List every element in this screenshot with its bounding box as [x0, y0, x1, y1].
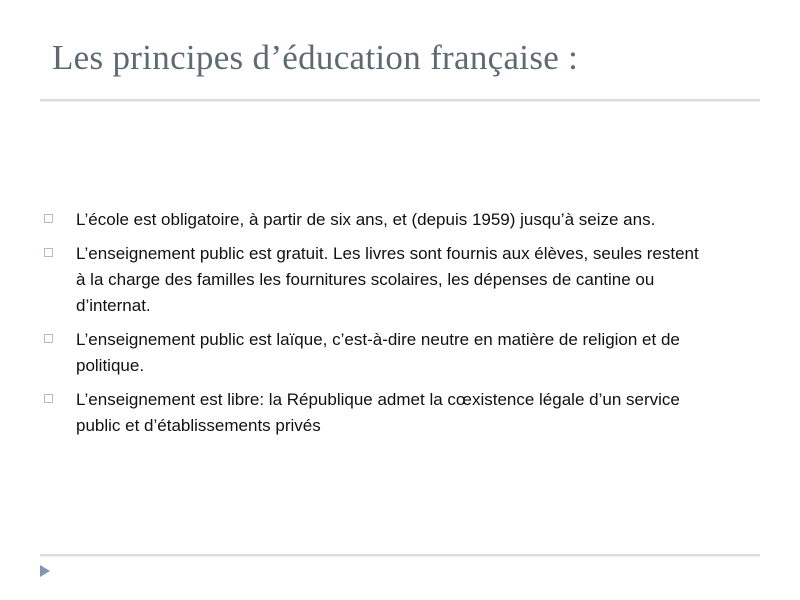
hollow-square-bullet-icon	[44, 334, 53, 343]
bullet-item	[40, 327, 700, 379]
bullet-item	[40, 207, 700, 233]
footer-divider	[40, 554, 760, 557]
bullet-item	[40, 241, 700, 319]
hollow-square-bullet-icon	[44, 214, 53, 223]
bullet-list	[40, 207, 700, 447]
bullet-text: L’école est obligatoire, à partir de six ans, et (depuis 1959) jusqu’à seize ans.	[76, 210, 656, 229]
bullet-text: L’enseignement public est gratuit. Les livres sont fournis aux élèves, seules restent à la charge des familles les fournitures scolaires, les dépenses de cantine ou d’internat.	[76, 244, 699, 315]
play-triangle-icon[interactable]	[38, 564, 52, 578]
slide-title: Les principes d’éducation française :	[52, 38, 579, 77]
bullet-text: L’enseignement public est laïque, c’est-à-dire neutre en matière de religion et de politique.	[76, 330, 680, 375]
hollow-square-bullet-icon	[44, 394, 53, 403]
hollow-square-bullet-icon	[44, 248, 53, 257]
bullet-text: L’enseignement est libre: la République admet la cœxistence légale d’un service public et d’établissements privés	[76, 390, 680, 435]
title-divider	[40, 99, 760, 102]
bullet-item	[40, 387, 700, 439]
